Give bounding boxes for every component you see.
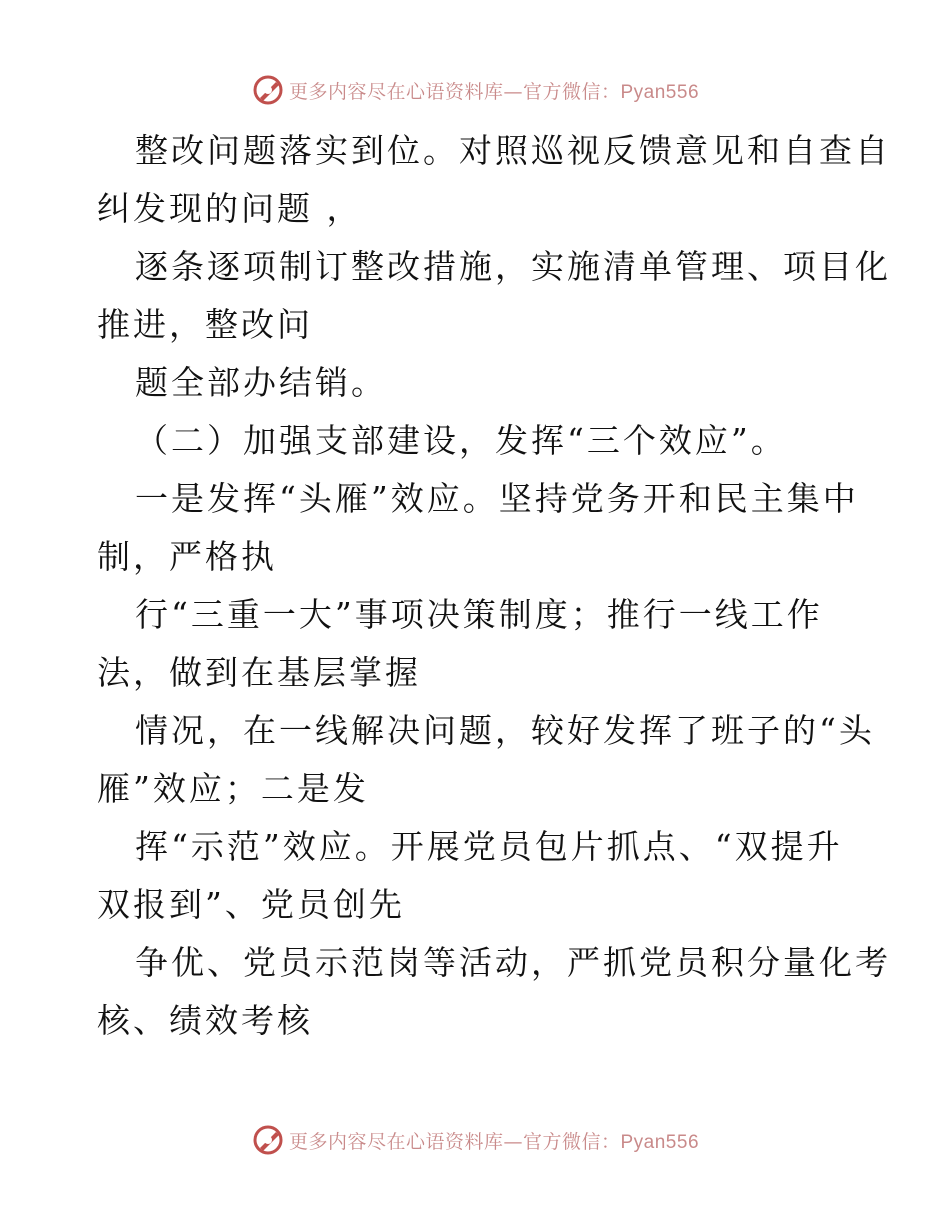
- document-body: [97, 122, 891, 1050]
- text-line: 整改问题落实到位。对照巡视反馈意见和自查自: [135, 131, 891, 170]
- text-line: 行“三重一大”事项决策制度；推行一线工作: [135, 595, 823, 634]
- text-line: （二）加强支部建设，发挥“三个效应”。: [135, 421, 787, 460]
- text-line: 挥“示范”效应。开展党员包片抓点、“双提升: [135, 827, 843, 866]
- text-line: 争优、党员示范岗等活动，严抓党员积分量化考: [135, 943, 891, 982]
- text-line: 核、绩效考核: [97, 1001, 313, 1040]
- text-line: 雁”效应；二是发: [97, 769, 369, 808]
- text-line: 情况，在一线解决问题，较好发挥了班子的“头: [135, 711, 875, 750]
- text-line: 纠发现的问题 ，: [97, 189, 363, 228]
- header-watermark: [0, 70, 950, 110]
- pen-logo-icon: [251, 73, 285, 107]
- text-line: 制，严格执: [97, 537, 277, 576]
- text-line: 一是发挥“头雁”效应。坚持党务开和民主集中: [135, 479, 859, 518]
- text-line: 双报到”、党员创先: [97, 885, 405, 924]
- footer-watermark: [0, 1120, 950, 1160]
- pen-logo-icon: [251, 1123, 285, 1157]
- text-line: 逐条逐项制订整改措施，实施清单管理、项目化: [135, 247, 891, 286]
- text-line: 题全部办结销。: [135, 363, 387, 402]
- watermark-text: 更多内容尽在心语资料库—官方微信：Pyan556: [288, 80, 700, 103]
- watermark-text: 更多内容尽在心语资料库—官方微信：Pyan556: [288, 1130, 700, 1153]
- text-line: 法，做到在基层掌握: [97, 653, 421, 692]
- text-line: 推进，整改问: [97, 305, 313, 344]
